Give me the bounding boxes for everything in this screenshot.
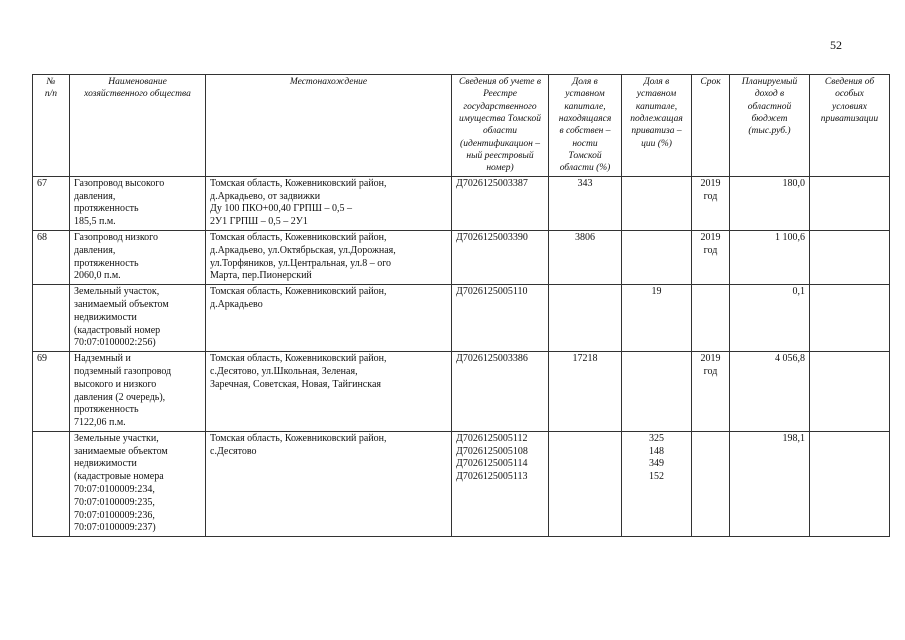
header-conditions: Сведения об особых условиях приватизации (810, 75, 890, 177)
header-share-owned: Доля в уставном капитале, находящаяся в собствен – ности Томской области (%) (549, 75, 622, 177)
cell-share-owned (549, 431, 622, 536)
cell-share-privatized (622, 352, 692, 432)
cell-num: 68 (33, 230, 70, 284)
cell-name: Земельные участки, занимаемые объектом недвижимости (кадастровые номера 70:07:0100009:234, 70:07:0100009:235, 70:07:0100009:236, 70:07:0100009:237) (70, 431, 206, 536)
cell-term (692, 285, 730, 352)
cell-name: Надземный и подземный газопровод высокого и низкого давления (2 очередь), протяженность 7122,06 п.м. (70, 352, 206, 432)
cell-share-owned: 3806 (549, 230, 622, 284)
cell-share-owned: 343 (549, 176, 622, 230)
cell-location: Томская область, Кожевниковский район, с.Десятово, ул.Школьная, Зеленая, Заречная, Советская, Новая, Тайгинская (206, 352, 452, 432)
header-share-privatized: Доля в уставном капитале, подлежащая приватиза – ции (%) (622, 75, 692, 177)
cell-num: 69 (33, 352, 70, 432)
cell-name: Земельный участок, занимаемый объектом недвижимости (кадастровый номер 70:07:0100002:256) (70, 285, 206, 352)
cell-num (33, 285, 70, 352)
cell-location: Томская область, Кожевниковский район, д.Аркадьево, от задвижки Ду 100 ПКО+00,40 ГРПШ – 0,5 – 2У1 ГРПШ – 0,5 – 2У1 (206, 176, 452, 230)
cell-registry: Д7026125005110 (452, 285, 549, 352)
header-term: Срок (692, 75, 730, 177)
cell-share-owned (549, 285, 622, 352)
cell-location: Томская область, Кожевниковский район, д.Аркадьево, ул.Октябрьская, ул.Дорожная, ул.Торфяников, ул.Центральная, ул.8 – ого Марта, пер.Пионерский (206, 230, 452, 284)
cell-conditions (810, 285, 890, 352)
table-row (33, 352, 890, 432)
cell-income: 1 100,6 (730, 230, 810, 284)
cell-conditions (810, 176, 890, 230)
cell-share-privatized (622, 230, 692, 284)
cell-income: 4 056,8 (730, 352, 810, 432)
table-row (33, 431, 890, 536)
cell-income: 180,0 (730, 176, 810, 230)
header-name: Наименование хозяйственного общества (70, 75, 206, 177)
cell-term (692, 431, 730, 536)
table-row (33, 230, 890, 284)
cell-location: Томская область, Кожевниковский район, с.Десятово (206, 431, 452, 536)
cell-num (33, 431, 70, 536)
cell-term: 2019 год (692, 230, 730, 284)
header-num: № п/п (33, 75, 70, 177)
cell-registry: Д7026125003386 (452, 352, 549, 432)
cell-registry: Д7026125003390 (452, 230, 549, 284)
cell-conditions (810, 431, 890, 536)
cell-share-privatized (622, 176, 692, 230)
cell-name: Газопровод высокого давления, протяженность 185,5 п.м. (70, 176, 206, 230)
cell-share-privatized: 325 148 349 152 (622, 431, 692, 536)
cell-name: Газопровод низкого давления, протяженность 2060,0 п.м. (70, 230, 206, 284)
header-income: Планируемый доход в областной бюджет (тыс.руб.) (730, 75, 810, 177)
cell-conditions (810, 352, 890, 432)
table-row (33, 176, 890, 230)
cell-registry: Д7026125003387 (452, 176, 549, 230)
cell-num: 67 (33, 176, 70, 230)
table-header-row (33, 75, 890, 177)
cell-location: Томская область, Кожевниковский район, д.Аркадьево (206, 285, 452, 352)
cell-income: 0,1 (730, 285, 810, 352)
table-row (33, 285, 890, 352)
cell-conditions (810, 230, 890, 284)
cell-term: 2019 год (692, 176, 730, 230)
cell-share-owned: 17218 (549, 352, 622, 432)
page-number: 52 (830, 38, 842, 52)
header-registry: Сведения об учете в Реестре государственного имущества Томской области (идентификацион – ный реестровый номер) (452, 75, 549, 177)
cell-share-privatized: 19 (622, 285, 692, 352)
cell-income: 198,1 (730, 431, 810, 536)
header-location: Местонахождение (206, 75, 452, 177)
cell-term: 2019 год (692, 352, 730, 432)
privatization-table (32, 74, 890, 537)
cell-registry: Д7026125005112 Д7026125005108 Д7026125005114 Д7026125005113 (452, 431, 549, 536)
